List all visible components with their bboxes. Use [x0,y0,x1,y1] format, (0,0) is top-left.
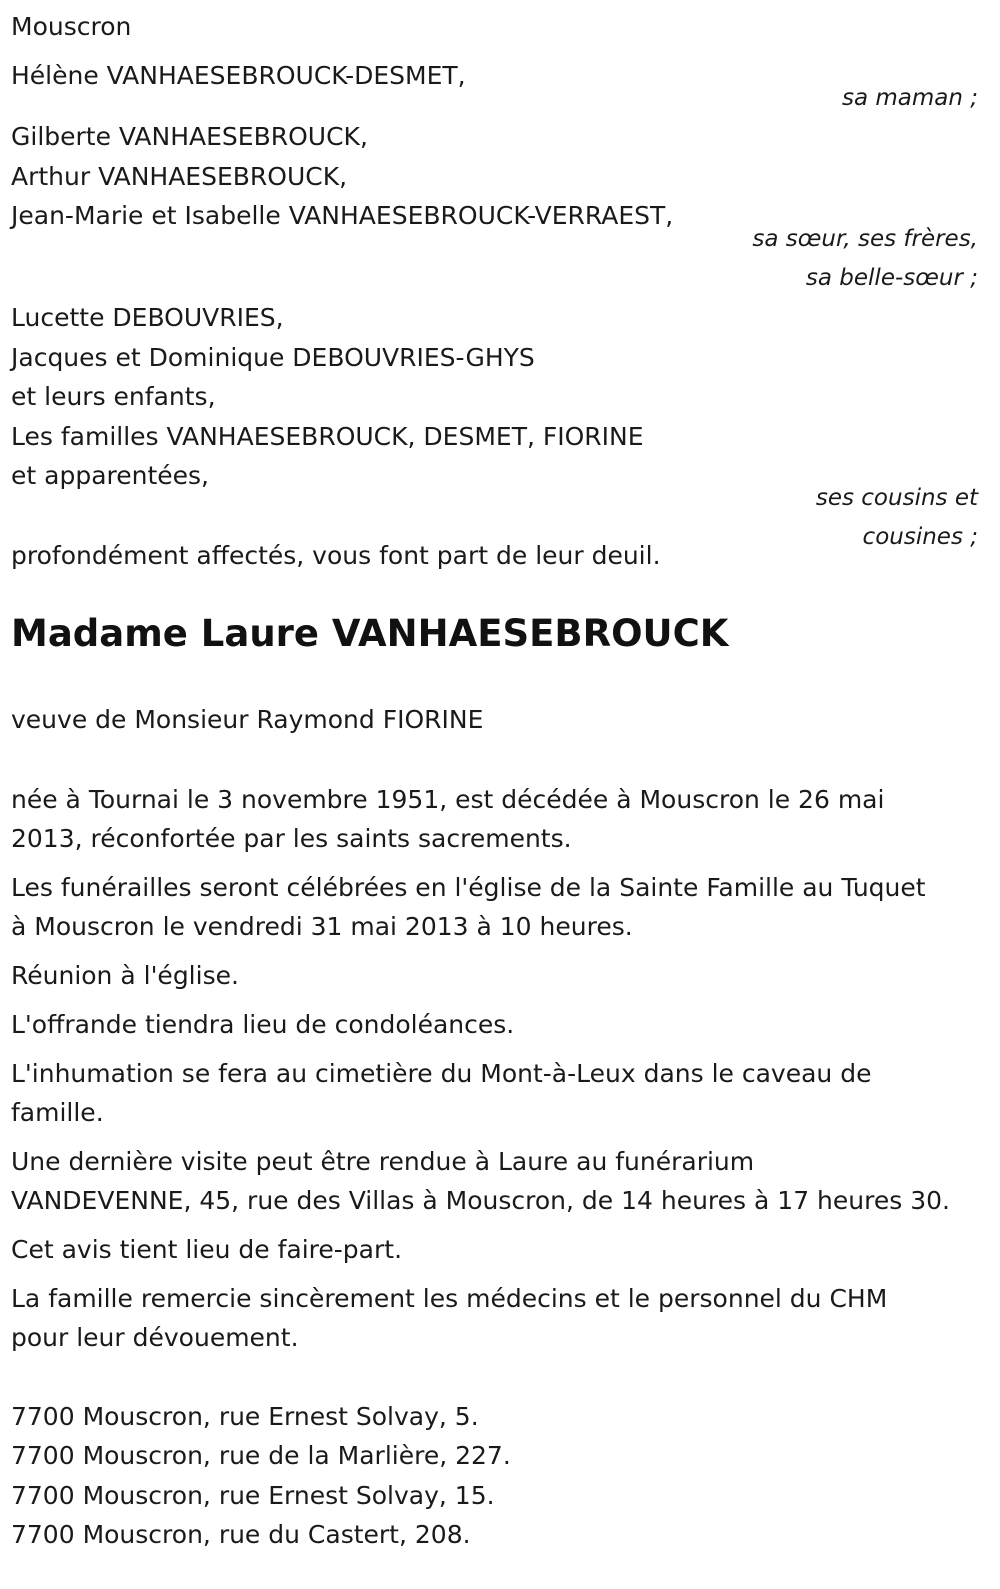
cousin-name: et apparentées, [11,461,209,490]
sibling-name: Jean-Marie et Isabelle VANHAESEBROUCK-VERRAEST, [11,201,674,230]
cousin-name: Lucette DEBOUVRIES, [11,303,284,332]
widow-of-text: veuve de Monsieur Raymond FIORINE [11,705,484,734]
birth-death-text: née à Tournai le 3 novembre 1951, est décédée à Mouscron le 26 mai [11,785,885,814]
funeral-text: à Mouscron le vendredi 31 mai 2013 à 10 heures. [11,912,633,941]
address-line: 7700 Mouscron, rue Ernest Solvay, 15. [11,1481,495,1510]
siblings-role: sa belle-sœur ; [805,265,978,291]
visit-text: Une dernière visite peut être rendue à Laure au funérarium [11,1147,755,1176]
funeral-text: Les funérailles seront célébrées en l'église de la Sainte Famille au Tuquet [11,873,926,902]
burial-text: famille. [11,1098,104,1127]
address-line: 7700 Mouscron, rue Ernest Solvay, 5. [11,1402,479,1431]
city-heading: Mouscron [11,12,132,41]
cousin-name: Les familles VANHAESEBROUCK, DESMET, FIORINE [11,422,644,451]
offering-text: L'offrande tiendra lieu de condoléances. [11,1010,515,1039]
thanks-text: La famille remercie sincèrement les médecins et le personnel du CHM [11,1284,888,1313]
announcement-text: profondément affectés, vous font part de leur deuil. [11,541,661,570]
cousin-name: et leurs enfants, [11,382,216,411]
siblings-role: sa sœur, ses frères, [752,226,978,252]
address-line: 7700 Mouscron, rue du Castert, 208. [11,1520,471,1549]
mother-role: sa maman ; [841,85,978,111]
burial-text: L'inhumation se fera au cimetière du Mont-à-Leux dans le caveau de [11,1059,872,1088]
sibling-name: Arthur VANHAESEBROUCK, [11,162,348,191]
birth-death-text: 2013, réconfortée par les saints sacrements. [11,824,572,853]
sibling-name: Gilberte VANHAESEBROUCK, [11,122,368,151]
notice-text: Cet avis tient lieu de faire-part. [11,1235,403,1264]
address-line: 7700 Mouscron, rue de la Marlière, 227. [11,1441,511,1470]
visit-text: VANDEVENNE, 45, rue des Villas à Mouscron, de 14 heures à 17 heures 30. [11,1186,950,1215]
deceased-name: Madame Laure VANHAESEBROUCK [11,612,729,655]
cousins-role: ses cousins et [815,485,978,511]
cousin-name: Jacques et Dominique DEBOUVRIES-GHYS [11,343,535,372]
mother-name: Hélène VANHAESEBROUCK-DESMET, [11,61,466,90]
cousins-role: cousines ; [862,524,978,550]
thanks-text: pour leur dévouement. [11,1323,299,1352]
meeting-text: Réunion à l'église. [11,961,239,990]
